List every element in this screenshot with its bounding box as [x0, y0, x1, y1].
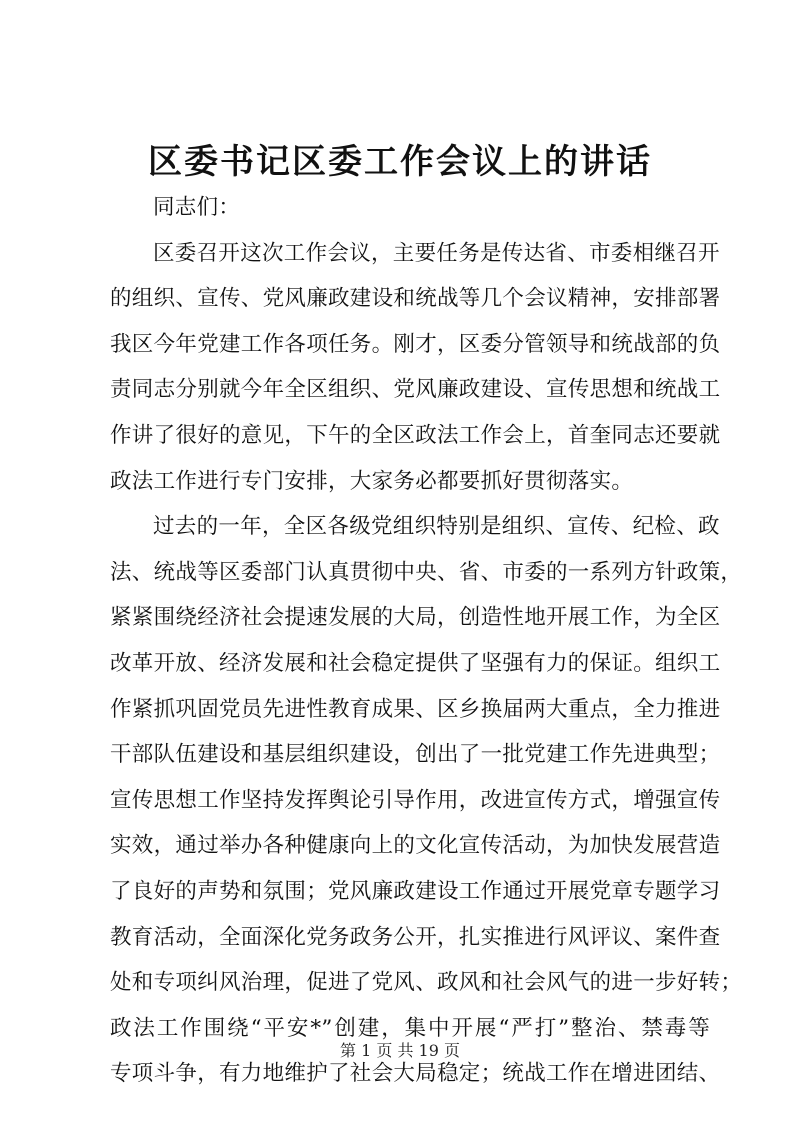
paragraph-1-line-6: 政法工作进行专门安排，大家务必都要抓好贯彻落实。 — [110, 468, 634, 494]
paragraph-1-line-4: 责同志分别就今年全区组织、党风廉政建设、宣传思想和统战工 — [110, 377, 721, 403]
document-title: 区委书记区委工作会议上的讲话 — [148, 142, 652, 182]
paragraph-1-line-5: 作讲了很好的意见，下午的全区政法工作会上，首奎同志还要就 — [110, 422, 721, 448]
paragraph-2-line-13: 专项斗争，有力地维护了社会大局稳定；统战工作在增进团结、 — [110, 1061, 721, 1087]
paragraph-1-line-1: 区委召开这次工作会议，主要任务是传达省、市委相继召开 — [153, 240, 720, 266]
paragraph-2-line-12: 政法工作围绕“平安*”创建，集中开展“严打”整治、禁毒等 — [110, 1015, 710, 1041]
paragraph-2-line-3: 紧紧围绕经济社会提速发展的大局，创造性地开展工作，为全区 — [110, 605, 721, 631]
paragraph-2-line-4: 改革开放、经济发展和社会稳定提供了坚强有力的保证。组织工 — [110, 650, 721, 676]
paragraph-1-line-3: 我区今年党建工作各项任务。刚才，区委分管领导和统战部的负 — [110, 331, 721, 357]
salutation-line: 同志们： — [153, 195, 241, 220]
paragraph-2-line-10: 教育活动，全面深化党务政务公开，扎实推进行风评议、案件查 — [110, 924, 721, 950]
paragraph-1-line-2: 的组织、宣传、党风廉政建设和统战等几个会议精神，安排部署 — [110, 286, 721, 312]
paragraph-2-line-9: 了良好的声势和氛围；党风廉政建设工作通过开展党章专题学习 — [110, 878, 721, 904]
paragraph-2-line-5: 作紧抓巩固党员先进性教育成果、区乡换届两大重点，全力推进 — [110, 696, 721, 722]
paragraph-2-line-8: 实效，通过举办各种健康向上的文化宣传活动，为加快发展营造 — [110, 833, 721, 859]
paragraph-2-line-11: 处和专项纠风治理，促进了党风、政风和社会风气的进一步好转； — [110, 970, 743, 996]
page-number-footer: 第 1 页 共 19 页 — [340, 1041, 460, 1060]
document-body — [110, 185, 743, 1097]
paragraph-2-line-1: 过去的一年，全区各级党组织特别是组织、宣传、纪检、政 — [153, 514, 720, 540]
paragraph-2-line-6: 干部队伍建设和基层组织建设，创出了一批党建工作先进典型； — [110, 742, 721, 768]
paragraph-2-line-7: 宣传思想工作坚持发挥舆论引导作用，改进宣传方式，增强宣传 — [110, 787, 721, 813]
paragraph-2-line-2: 法、统战等区委部门认真贯彻中央、省、市委的一系列方针政策， — [110, 559, 743, 585]
